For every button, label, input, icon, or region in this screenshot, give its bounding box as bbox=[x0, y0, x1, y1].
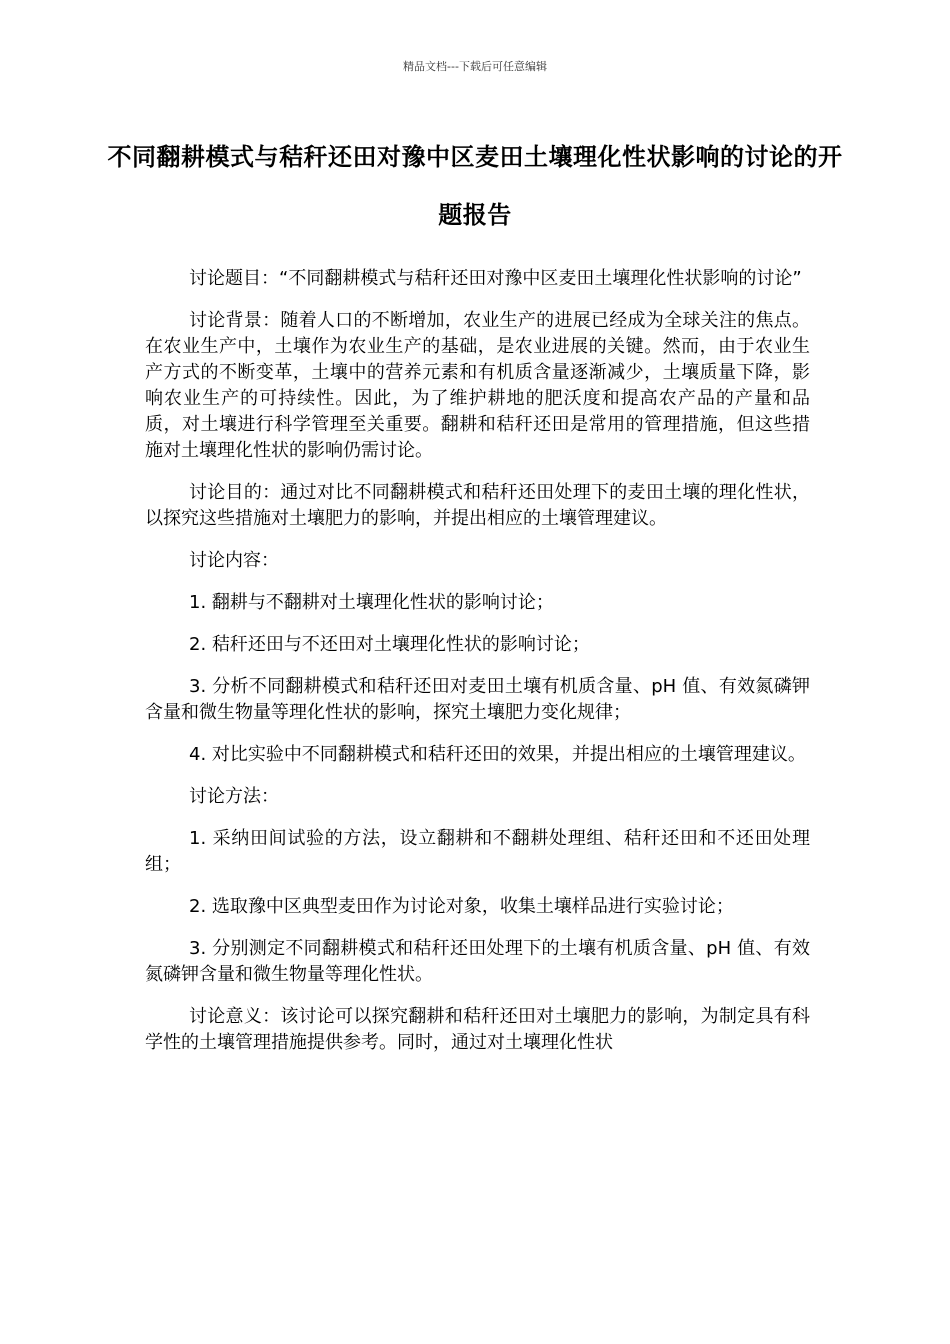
list-item: 3. 分析不同翻耕模式和秸秆还田对麦田土壤有机质含量、pH 值、有效氮磷钾含量和微生物量等理化性状的影响，探究土壤肥力变化规律； bbox=[145, 676, 810, 723]
list-item: 2. 秸秆还田与不还田对土壤理化性状的影响讨论； bbox=[189, 634, 590, 655]
document-body bbox=[145, 266, 810, 1072]
list-item: 1. 翻耕与不翻耕对土壤理化性状的影响讨论； bbox=[189, 592, 554, 613]
list-item: 2. 选取豫中区典型麦田作为讨论对象，收集土壤样品进行实验讨论； bbox=[189, 896, 734, 917]
list-item: 4. 对比实验中不同翻耕模式和秸秆还田的效果，并提出相应的土壤管理建议。 bbox=[189, 744, 806, 765]
paragraph-method-heading: 讨论方法： bbox=[189, 786, 279, 807]
paragraph-topic: 讨论题目：“不同翻耕模式与秸秆还田对豫中区麦田土壤理化性状影响的讨论” bbox=[189, 268, 802, 289]
paragraph-content-heading: 讨论内容： bbox=[189, 550, 279, 571]
document-title: 不同翻耕模式与秸秆还田对豫中区麦田土壤理化性状影响的讨论的开题报告 bbox=[107, 143, 843, 229]
paragraph-significance: 讨论意义：该讨论可以探究翻耕和秸秆还田对土壤肥力的影响，为制定具有科学性的土壤管理措施提供参考。同时，通过对土壤理化性状 bbox=[145, 1006, 810, 1053]
list-item: 1. 采纳田间试验的方法，设立翻耕和不翻耕处理组、秸秆还田和不还田处理组； bbox=[145, 828, 810, 875]
list-item: 3. 分别测定不同翻耕模式和秸秆还田处理下的土壤有机质含量、pH 值、有效氮磷钾含量和微生物量等理化性状。 bbox=[145, 938, 810, 985]
header-note: 精品文档---下载后可任意编辑 bbox=[403, 60, 547, 73]
paragraph-background: 讨论背景：随着人口的不断增加，农业生产的进展已经成为全球关注的焦点。在农业生产中，土壤作为农业生产的基础，是农业进展的关键。然而，由于农业生产方式的不断变革，土壤中的营养元素和有机质含量逐渐减少，土壤质量下降，影响农业生产的可持续性。因此，为了维护耕地的肥沃度和提高农产品的产量和品质，对土壤进行科学管理至关重要。翻耕和秸秆还田是常用的管理措施，但这些措施对土壤理化性状的影响仍需讨论。 bbox=[145, 310, 810, 461]
paragraph-purpose: 讨论目的：通过对比不同翻耕模式和秸秆还田处理下的麦田土壤的理化性状，以探究这些措施对土壤肥力的影响，并提出相应的土壤管理建议。 bbox=[145, 482, 810, 529]
